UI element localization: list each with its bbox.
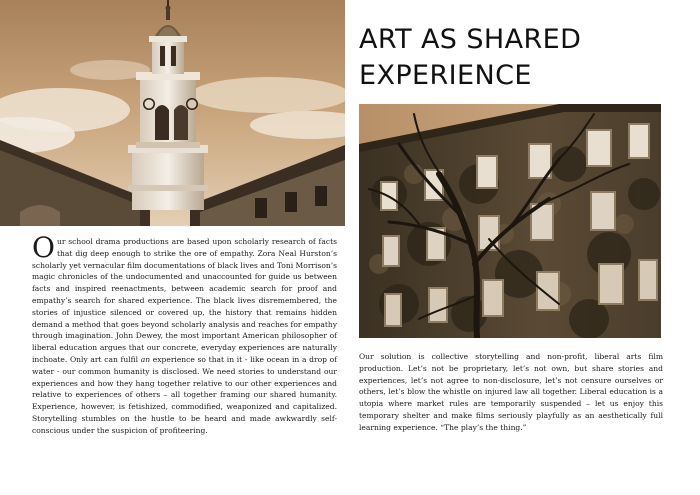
- body-left-text-2: experience so that in it - like ocean in a drop of water - our common humanity is disclosed. We need stories to understand our experiences and how they hang together relative to our other experiences and relative to experiences of others – all together framing our shared humanity. Experience, however, is fetishized, commodified, weaponized and capitalized. Storytelling stumbles on the hustle to be heard and made awkwardly self-conscious under the suspicion of profiteering.: [32, 354, 337, 435]
- article-body-left: [32, 231, 338, 437]
- article-body-right: Our solution is collective storytelling and non-profit, liberal arts film production. Let’s not be proprietary, let’s not own, but share stories and experiences, let’s not agree to non-disclosure, let’s not censure ourselves or others, let’s blow the whistle on injured law all together. Liberal education is a utopia where market rules are temporarily suspended – let us enjoy this temporary shelter and make films seriously playfully as an aesthetically full learning experience. “The play’s the thing.”: [359, 352, 663, 432]
- headline-line-1: ART AS SHARED: [359, 24, 582, 55]
- headline-line-2: EXPERIENCE: [359, 60, 532, 91]
- drop-cap: O: [32, 231, 55, 264]
- clock-tower-photo: [0, 0, 345, 226]
- body-left-text-1: ur school drama productions are based upon scholarly research of facts that dig deep enough to strike the ore of empathy. Zora Neal Hurston’s scholarly yet vernacular film documentations of black lives and Toni Morrison’s magic chronicles of the undocumented and unaccounted for guide us between facts and inspired reenactments, between academic search for proof and empathy’s search for shared experience. The black lives disremembered, the stories of injustice silenced or covered up, the history that remains hidden demand a method that goes beyond scholarly analysis and reaches for empathy through imagination. John Dewey, the most important American philosopher of liberal education argues that our concrete, everyday experiences are naturally inchoate. Only art can fulfil: [32, 237, 338, 364]
- body-left-emphasis: an: [140, 354, 151, 364]
- ivy-building-photo: [359, 104, 661, 338]
- article-headline: [359, 22, 679, 94]
